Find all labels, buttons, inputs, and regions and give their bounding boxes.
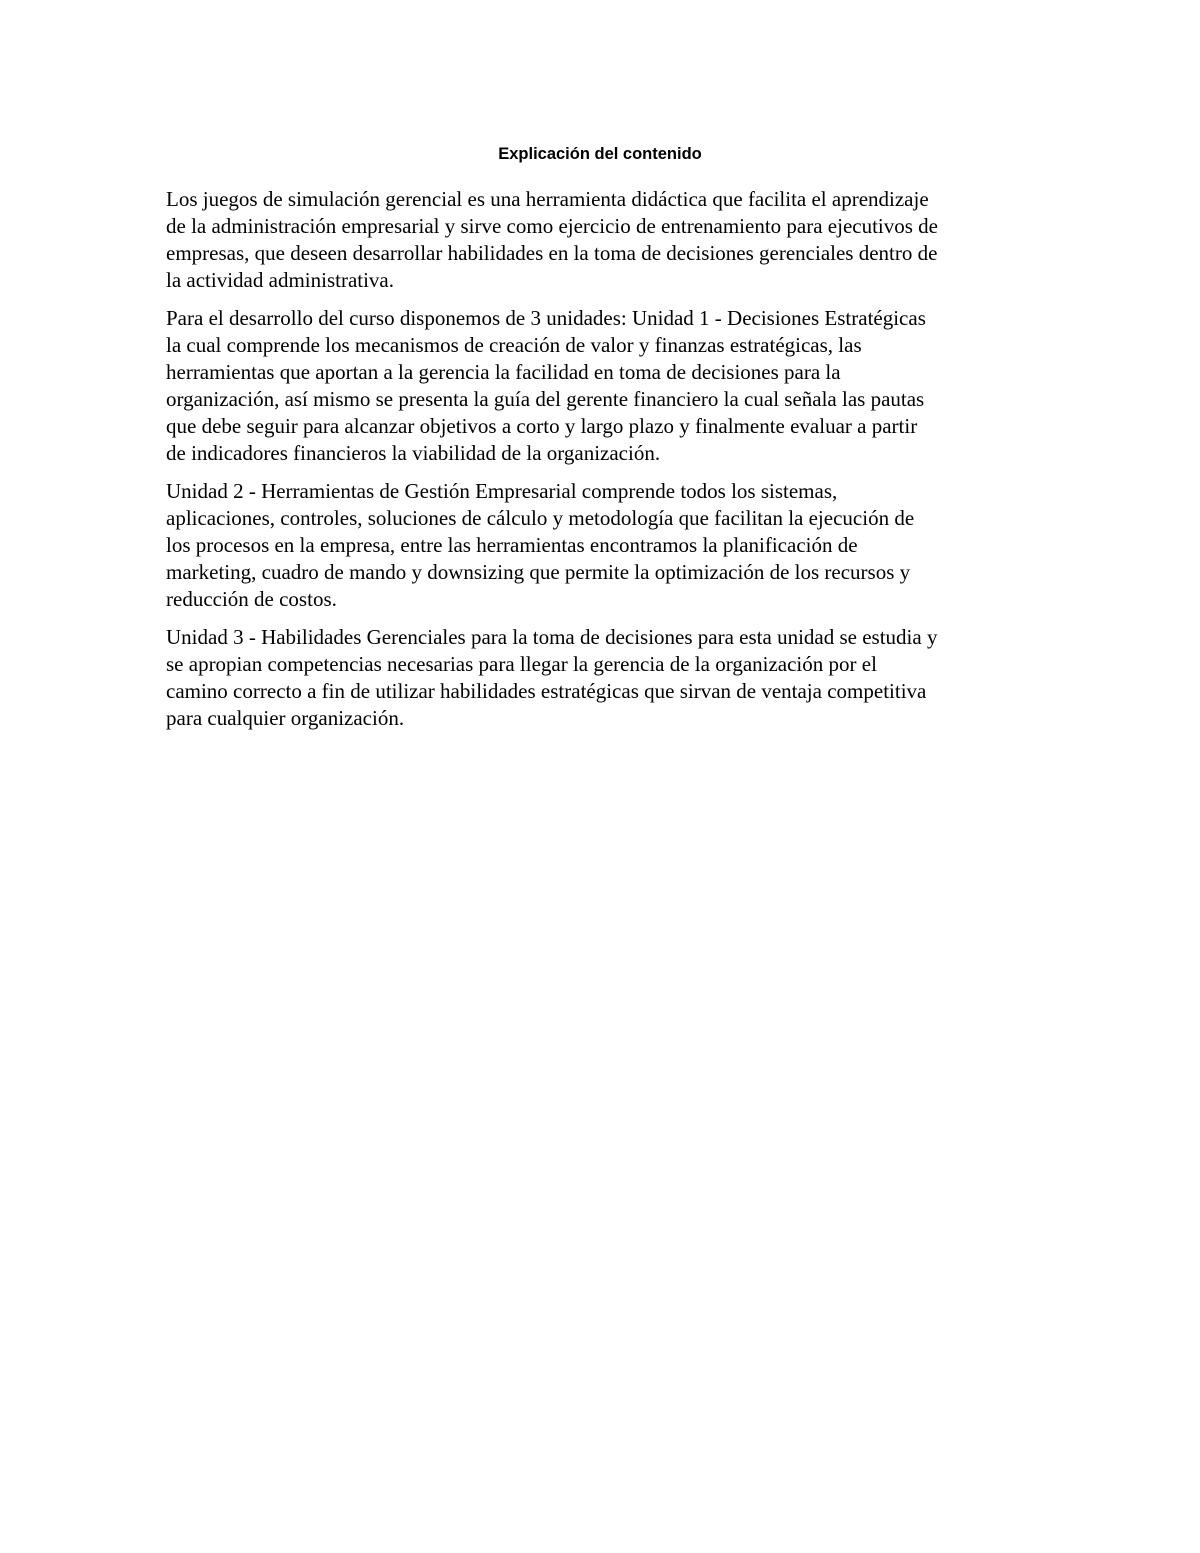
- document-body: [166, 186, 1046, 743]
- text-line: Unidad 2 - Herramientas de Gestión Empresarial comprende todos los sistemas,: [166, 479, 838, 503]
- text-line: aplicaciones, controles, soluciones de cálculo y metodología que facilitan la ejecución de: [166, 506, 915, 530]
- paragraph-intro: [166, 186, 1046, 294]
- text-line: herramientas que aportan a la gerencia la facilidad en toma de decisiones para la: [166, 360, 841, 384]
- text-line: de la administración empresarial y sirve como ejercicio de entrenamiento para ejecutivos de: [166, 214, 939, 238]
- text-line: la actividad administrativa.: [166, 268, 395, 292]
- text-line: que debe seguir para alcanzar objetivos a corto y largo plazo y finalmente evaluar a partir: [166, 414, 918, 438]
- text-line: marketing, cuadro de mando y downsizing que permite la optimización de los recursos y: [166, 560, 911, 584]
- document-title: Explicación del contenido: [498, 145, 702, 163]
- text-line: la cual comprende los mecanismos de creación de valor y finanzas estratégicas, las: [166, 333, 862, 357]
- text-line: para cualquier organización.: [166, 706, 405, 730]
- text-line: Unidad 3 - Habilidades Gerenciales para la toma de decisiones para esta unidad se estudia y: [166, 625, 938, 649]
- text-line: de indicadores financieros la viabilidad de la organización.: [166, 441, 661, 465]
- text-line: empresas, que deseen desarrollar habilidades en la toma de decisiones gerenciales dentro de: [166, 241, 938, 265]
- paragraph-unit-1: [166, 305, 1046, 467]
- paragraph-unit-3: [166, 624, 1046, 732]
- text-line: reducción de costos.: [166, 587, 337, 611]
- text-line: camino correcto a fin de utilizar habilidades estratégicas que sirvan de ventaja competitiva: [166, 679, 927, 703]
- text-line: organización, así mismo se presenta la guía del gerente financiero la cual señala las pautas: [166, 387, 925, 411]
- text-line: se apropian competencias necesarias para llegar la gerencia de la organización por el: [166, 652, 877, 676]
- paragraph-unit-2: [166, 478, 1046, 613]
- text-line: Para el desarrollo del curso disponemos de 3 unidades: Unidad 1 - Decisiones Estratégicas: [166, 306, 926, 330]
- text-line: los procesos en la empresa, entre las herramientas encontramos la planificación de: [166, 533, 858, 557]
- text-line: Los juegos de simulación gerencial es una herramienta didáctica que facilita el aprendizaje: [166, 187, 929, 211]
